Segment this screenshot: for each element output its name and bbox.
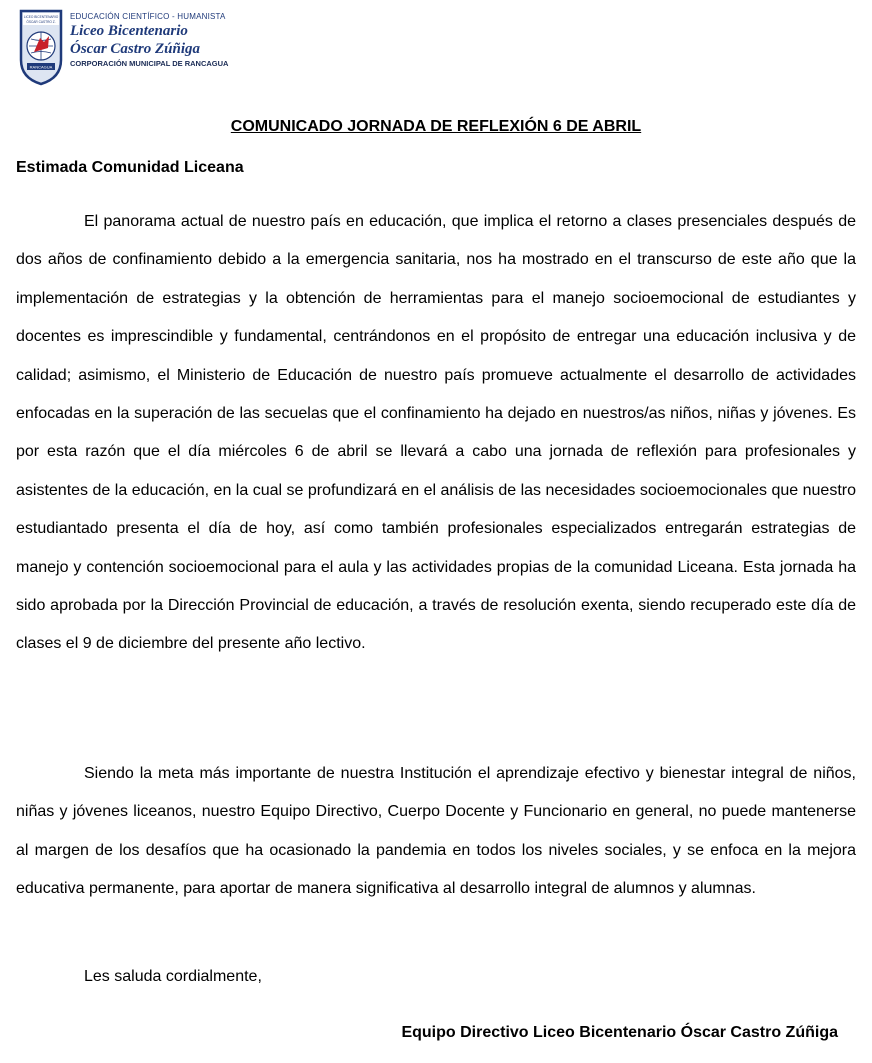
body-paragraph-2: Siendo la meta más importante de nuestra Institución el aprendizaje efectivo y bienestar integral de niños, niñas y jóvenes liceanos, nuestro Equipo Directivo, Cuerpo Docente y Funcionario en general, no puede mantenerse al margen de los desafíos que ha ocasionado la pandemia en todos los niveles sociales, y se enfoca en la mejora educativa permanente, para aportar de manera significativa al desarrollo integral de alumnos y alumnas. [16,765,856,898]
school-name-line1: Liceo Bicentenario [70,23,188,39]
crest-bottom-text: RANCAGUA [29,64,53,70]
crest-top-text-2: ÓSCAR CASTRO Z. [26,20,56,24]
crest-top-text-1: LICEO BICENTENARIO [23,15,59,19]
school-tagline: EDUCACIÓN CIENTÍFICO - HUMANISTA [70,12,226,21]
school-crest-icon [18,8,64,86]
greeting: Estimada Comunidad Liceana [16,159,244,176]
letterhead-text [70,8,228,70]
body-paragraph-1: El panorama actual de nuestro país en educación, que implica el retorno a clases presenciales después de dos años de confinamiento debido a la emergencia sanitaria, nos ha mostrado en el transcurso de este año que la implementación de estrategias y la obtención de herramientas para el manejo socioemocional de estudiantes y docentes es imprescindible y fundamental, centrándonos en el propósito de entregar una educación inclusiva y de calidad; asimismo, el Ministerio de Educación de nuestro país promueve actualmente el desarrollo de actividades enfocadas en la superación de las secuelas que el confinamiento ha dejado en nuestros/as niños, niñas y jóvenes. Es por esta razón que el día miércoles 6 de abril se llevará a cabo una jornada de reflexión para profesionales y asistentes de la educación, en la cual se profundizará en el análisis de las necesidades socioemocionales que nuestro estudiantado presenta el día de hoy, así como también profesionales especializados entregarán estrategias de manejo y contención socioemocional para el aula y las actividades propias de la comunidad Liceana. Esta jornada ha sido aprobada por la Dirección Provincial de educación, a través de resolución exenta, siendo recuperado este día de clases el 9 de diciembre del presente año lectivo. [16,213,856,653]
school-name-line2: Óscar Castro Zúñiga [70,41,201,57]
signature: Equipo Directivo Liceo Bicentenario Óscar Castro Zúñiga [401,1024,838,1041]
document-title: COMUNICADO JORNADA DE REFLEXIÓN 6 DE ABRIL [230,118,642,135]
closing-line: Les saluda cordialmente, [84,968,262,985]
corporation-name: CORPORACIÓN MUNICIPAL DE RANCAGUA [70,59,229,68]
letterhead [18,8,228,88]
